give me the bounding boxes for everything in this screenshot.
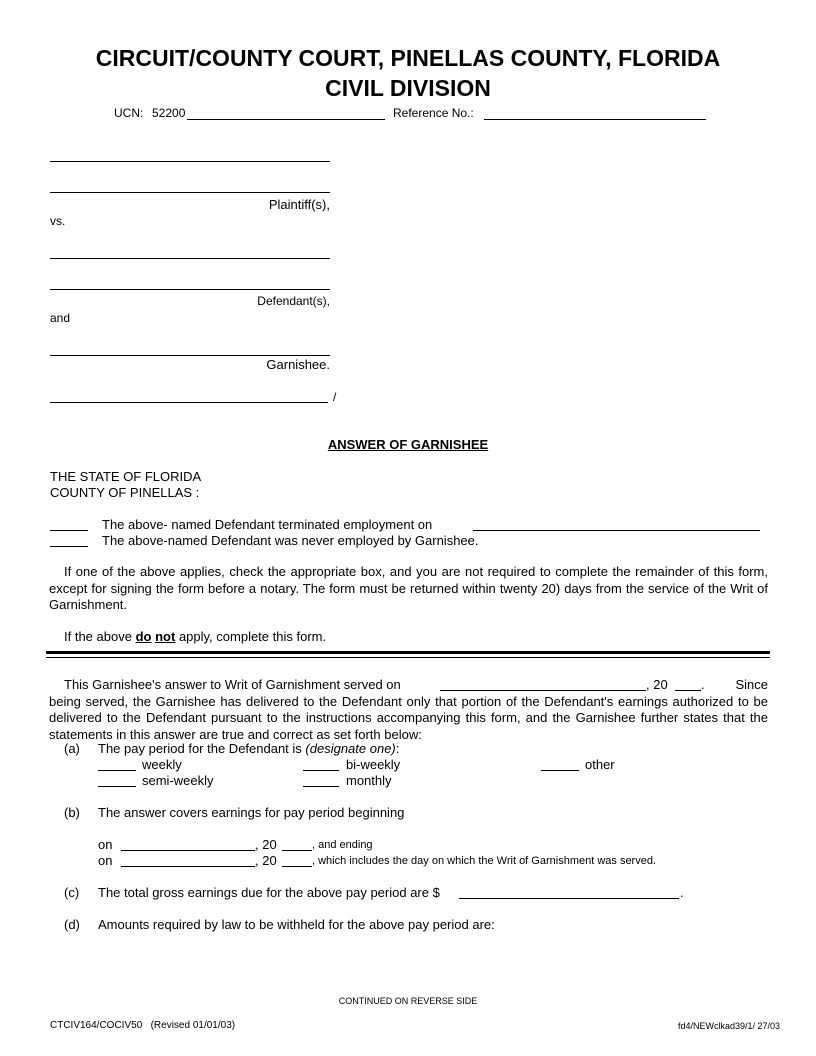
item-a-colon: : [395, 741, 400, 756]
designate-one: (designate one) [305, 741, 396, 756]
which-includes-text: , which includes the day on which the Writ of Garnishment was served. [312, 855, 657, 867]
defendant-line-1[interactable] [50, 258, 330, 259]
semiweekly-label: semi-weekly [142, 773, 214, 788]
period-end-on: on [98, 853, 113, 868]
item-b-label: (b) [64, 805, 80, 820]
other-checkbox[interactable] [541, 770, 579, 771]
item-a-text [98, 741, 399, 756]
instruction-post: apply, complete this form. [178, 629, 327, 644]
county-line: COUNTY OF PINELLAS : [50, 485, 200, 500]
instruction-pre: If the above [64, 629, 132, 644]
form-code: fd4/NEWclkad39/1/ 27/03 [677, 1021, 780, 1031]
answer-intro-start: This Garnishee's answer to Writ of Garnishment served on [64, 677, 401, 692]
gross-earnings-period: . [680, 885, 684, 900]
plaintiff-label: Plaintiff(s), [268, 197, 330, 212]
period-begin-year-prefix: , 20 [255, 837, 277, 852]
and-ending-text: , and ending [312, 839, 373, 851]
period-begin-year-blank[interactable] [282, 850, 312, 851]
form-number: CTCIV164/COCIV50 (Revised 01/01/03) [50, 1020, 236, 1031]
ucn-value: 52200 [152, 106, 186, 120]
vs-label: vs. [50, 214, 66, 228]
item-b-text: The answer covers earnings for pay period beginning [98, 805, 405, 820]
continued-notice: CONTINUED ON REVERSE SIDE [338, 996, 478, 1006]
terminated-text: The above- named Defendant terminated employment on [102, 517, 433, 532]
plaintiff-line-1[interactable] [50, 161, 330, 162]
division-title: CIVIL DIVISION [325, 75, 491, 101]
reference-label: Reference No.: [393, 106, 474, 120]
biweekly-checkbox[interactable] [303, 770, 339, 771]
period-end-year-blank[interactable] [282, 866, 312, 867]
weekly-label: weekly [142, 757, 182, 772]
pay-period-text: The pay period for the Defendant is [98, 741, 302, 756]
divider-thin [46, 657, 770, 658]
defendant-label: Defendant(s), [257, 294, 330, 308]
complete-instruction [64, 629, 326, 644]
period-end-date-blank[interactable] [121, 866, 255, 867]
other-label: other [585, 757, 615, 772]
garnishee-line[interactable] [50, 355, 330, 356]
item-d-text: Amounts required by law to be withheld for the above pay period are: [98, 917, 495, 932]
gross-earnings-blank[interactable] [459, 898, 679, 899]
state-line: THE STATE OF FLORIDA [50, 469, 202, 484]
monthly-checkbox[interactable] [303, 786, 339, 787]
caption-close-line[interactable] [50, 402, 328, 403]
and-label: and [50, 311, 71, 325]
reference-blank[interactable] [484, 119, 706, 120]
period-begin-date-blank[interactable] [121, 850, 255, 851]
plaintiff-line-2[interactable] [50, 192, 330, 193]
instructions-paragraph: If one of the above applies, check the appropriate box, and you are not required to complete the remainder of this form, except for signing the form before a notary. The form must be returned within twenty 20) days from the service of the Writ of Garnishment. [49, 564, 768, 612]
ucn-label: UCN: [114, 106, 144, 120]
instruction-not: not [155, 629, 176, 644]
never-employed-text: The above-named Defendant was never employed by Garnishee. [102, 533, 479, 548]
never-employed-checkbox[interactable] [50, 546, 88, 547]
terminated-checkbox[interactable] [50, 530, 88, 531]
ucn-blank[interactable] [187, 119, 385, 120]
period-begin-on: on [98, 837, 113, 852]
item-d-label: (d) [64, 917, 80, 932]
weekly-checkbox[interactable] [98, 770, 136, 771]
defendant-line-2[interactable] [50, 289, 330, 290]
item-c-label: (c) [64, 885, 80, 900]
monthly-label: monthly [346, 773, 392, 788]
served-year-prefix: , 20 [646, 677, 668, 692]
court-title: CIRCUIT/COUNTY COURT, PINELLAS COUNTY, FLORIDA [95, 45, 721, 71]
termination-date-blank[interactable] [473, 530, 760, 531]
item-c-text: The total gross earnings due for the above pay period are $ [98, 885, 440, 900]
garnishee-label: Garnishee. [266, 357, 330, 372]
period-end-year-prefix: , 20 [255, 853, 277, 868]
biweekly-label: bi-weekly [346, 757, 401, 772]
caption-slash: / [333, 390, 337, 404]
instruction-do: do [135, 629, 152, 644]
item-a-label: (a) [64, 741, 80, 756]
answer-intro-text: . Since being served, the Garnishee has delivered to the Defendant only that portion of the Defendant's earnings authorized to be delivered to the Defendant pursuant to the instructions accompanying this form, and the Garnishee further states that the statements in this answer are true and correct as set forth below: [49, 677, 768, 742]
form-title: ANSWER OF GARNISHEE [327, 437, 489, 452]
semiweekly-checkbox[interactable] [98, 786, 136, 787]
divider-thick [46, 651, 770, 654]
